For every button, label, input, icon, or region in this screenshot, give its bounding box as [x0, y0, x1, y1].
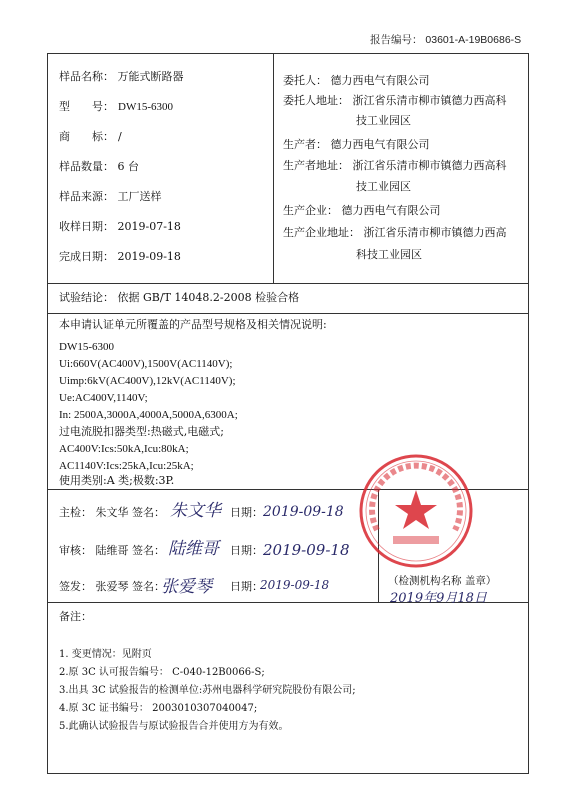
- inspector-date-label: 日期：: [230, 506, 263, 519]
- producer-address-cont: 技工业园区: [356, 180, 411, 193]
- test-conclusion: 试验结论： 依据 GB/T 14048.2-2008 检验合格: [59, 291, 300, 304]
- official-seal-icon: [355, 450, 477, 572]
- remark-line: 5.此确认试验报告与原试验报告合并使用方为有效。: [59, 721, 289, 732]
- sample-quantity: 样品数量： 6 台: [59, 160, 139, 173]
- issuer-date: 2019-09-18: [260, 578, 330, 592]
- scope-line: AC400V:Ics:50kA,Icu:80kA;: [59, 443, 189, 455]
- sample-name: 样品名称： 万能式断路器: [59, 70, 184, 83]
- remark-line: 2.原 3C 认可报告编号： C-040-12B0066-S;: [59, 667, 265, 678]
- trademark-value: /: [118, 130, 122, 143]
- issuer-date-label: 日期：: [230, 580, 263, 593]
- scope-line: Ui:660V(AC400V),1500V(AC1140V);: [59, 358, 233, 370]
- inspector-date: 2019-09-18: [263, 504, 344, 520]
- sample-source: 样品来源： 工厂送样: [59, 190, 162, 203]
- client-address: 委托人地址： 浙江省乐清市柳市镇德力西高科: [283, 94, 507, 107]
- stamp-caption: （检测机构名称 盖章）: [388, 575, 497, 587]
- client: 委托人： 德力西电气有限公司: [283, 74, 430, 87]
- factory-address: 生产企业地址： 浙江省乐清市柳市镇德力西高: [283, 226, 507, 239]
- factory-address-cont: 科技工业园区: [356, 248, 422, 261]
- issuer-signature: 张爱琴: [161, 577, 212, 597]
- model-value: DW15-6300: [118, 101, 173, 113]
- model-label-2: 号：: [92, 100, 114, 113]
- column-divider: [273, 54, 274, 283]
- reviewer-label: 审核： 陆维哥 签名：: [59, 544, 165, 557]
- remarks-title: 备注：: [59, 610, 92, 623]
- trademark-label-2: 标：: [92, 130, 114, 143]
- rule: [48, 313, 528, 314]
- report-form: [47, 53, 529, 774]
- reviewer-signature: 陆维哥: [168, 539, 219, 559]
- producer: 生产者： 德力西电气有限公司: [283, 138, 430, 151]
- scope-line: Uimp:6kV(AC400V),12kV(AC1140V);: [59, 375, 236, 387]
- scope-line: Ue:AC400V,1140V;: [59, 392, 148, 404]
- scope-line: 过电流脱扣器类型:热磁式,电磁式;: [59, 425, 224, 438]
- scope-title: 本申请认证单元所覆盖的产品型号规格及相关情况说明:: [59, 318, 327, 331]
- scope-line: 使用类别:A 类;极数:3P.: [59, 474, 175, 487]
- model-label: 型: [59, 100, 70, 113]
- report-number: 报告编号： 03601-A-19B0686-S: [370, 34, 522, 46]
- received-date: 收样日期： 2019-07-18: [59, 220, 181, 233]
- rule: [48, 283, 528, 284]
- producer-address: 生产者地址： 浙江省乐清市柳市镇德力西高科: [283, 159, 507, 172]
- remark-line: 1. 变更情况：见附页: [59, 649, 152, 660]
- remark-line: 3.出具 3C 试验报告的检测单位:苏州电器科学研究院股份有限公司;: [59, 685, 356, 696]
- inspector-label: 主检： 朱文华 签名：: [59, 506, 165, 519]
- scope-line: DW15-6300: [59, 341, 114, 353]
- scope-line: AC1140V:Ics:25kA,Icu:25kA;: [59, 460, 194, 472]
- reviewer-date-label: 日期：: [230, 544, 263, 557]
- client-address-cont: 技工业园区: [356, 114, 411, 127]
- factory: 生产企业： 德力西电气有限公司: [283, 204, 441, 217]
- remark-line: 4.原 3C 证书编号： 2003010307040047;: [59, 703, 258, 714]
- stamp-date: 2019年9月18日: [390, 591, 487, 606]
- trademark-label: 商: [59, 130, 70, 143]
- issuer-label: 签发： 张爱琴 签名：: [59, 580, 165, 593]
- inspector-signature: 朱文华: [170, 501, 221, 521]
- scope-line: In: 2500A,3000A,4000A,5000A,6300A;: [59, 409, 238, 421]
- reviewer-date: 2019-09-18: [263, 541, 350, 559]
- completed-date: 完成日期： 2019-09-18: [59, 250, 181, 263]
